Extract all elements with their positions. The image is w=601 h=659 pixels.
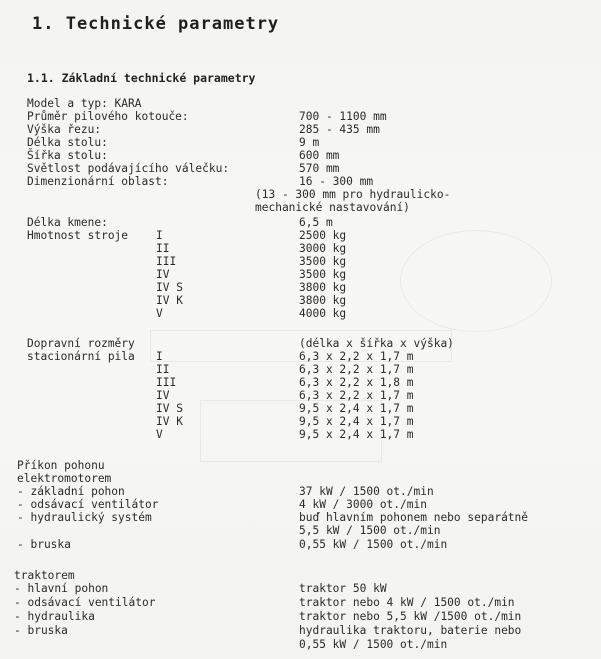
mass-value: 3000 kg [299, 242, 347, 255]
param-label: Délka kmene: [27, 216, 108, 229]
mass-variant: I [156, 229, 163, 242]
transport-row [0, 402, 601, 416]
transport-variant: II [156, 363, 170, 376]
power-label: Příkon pohonu [17, 459, 105, 472]
tractor-row [0, 610, 601, 624]
param-row [0, 175, 601, 189]
tractor-label: traktorem [14, 569, 75, 582]
power-item-label: - základní pohon [17, 485, 125, 498]
param-value: 600 mm [299, 149, 340, 162]
power-row [0, 498, 601, 512]
tractor-row [0, 624, 601, 638]
transport-value: 6,3 x 2,2 x 1,8 m [299, 376, 414, 389]
transport-row [0, 389, 601, 403]
power-item-value: 5,5 kW / 1500 ot./min [299, 524, 441, 537]
mass-row [0, 242, 601, 256]
mass-variant: IV K [156, 294, 183, 307]
mass-value: 2500 kg [299, 229, 347, 242]
tractor-item-label: - hlavní pohon [14, 582, 109, 595]
transport-variant: I [156, 350, 163, 363]
tractor-row [0, 596, 601, 610]
param-row [0, 162, 601, 176]
power-row [0, 485, 601, 499]
tractor-row [0, 582, 601, 596]
transport-header: (délka x šířka x výška) [299, 337, 454, 350]
transport-value: 6,3 x 2,2 x 1,7 m [299, 363, 414, 376]
param-row [0, 97, 601, 111]
tractor-item-label: - odsávací ventilátor [14, 596, 156, 609]
power-heading [0, 472, 601, 486]
mass-value: 3800 kg [299, 281, 347, 294]
power-item-value: 4 kW / 3000 ot./min [299, 498, 427, 511]
mass-variant: IV S [156, 281, 183, 294]
transport-variant: IV K [156, 415, 183, 428]
power-row [0, 538, 601, 552]
param-row [0, 110, 601, 124]
mass-row [0, 255, 601, 269]
mass-value: 3800 kg [299, 294, 347, 307]
transport-variant: IV [156, 389, 170, 402]
param-row [0, 149, 601, 163]
mass-row [0, 294, 601, 308]
mass-variant: V [156, 307, 163, 320]
power-item-label: - bruska [17, 538, 71, 551]
transport-value: 6,3 x 2,2 x 1,7 m [299, 350, 414, 363]
power-item-value: 37 kW / 1500 ot./min [299, 485, 434, 498]
transport-value: 9,5 x 2,4 x 1,7 m [299, 402, 414, 415]
transport-row [0, 350, 601, 364]
tractor-item-label: - hydraulika [14, 610, 95, 623]
param-note-text: (13 - 300 mm pro hydraulicko- [255, 188, 451, 201]
param-row [0, 136, 601, 150]
power-row [0, 511, 601, 525]
mass-value: 3500 kg [299, 255, 347, 268]
transport-row [0, 376, 601, 390]
transport-label: Dopravní rozměry [27, 337, 135, 350]
param-label: Světlost podávajícího válečku: [27, 162, 230, 175]
tractor-item-value: hydraulika traktoru, baterie nebo [299, 624, 522, 637]
mass-row [0, 307, 601, 321]
param-label: Šířka stolu: [27, 149, 108, 162]
power-row [0, 524, 601, 538]
param-label: Výška řezu: [27, 123, 102, 136]
param-value: 16 - 300 mm [299, 175, 374, 188]
param-label: Dimenzionární oblast: [27, 175, 169, 188]
power-heading [0, 459, 601, 473]
transport-variant: V [156, 428, 163, 441]
power-item-value: 0,55 kW / 1500 ot./min [299, 538, 448, 551]
param-value: 570 mm [299, 162, 340, 175]
param-value: 285 - 435 mm [299, 123, 380, 136]
transport-label: stacionární pila [27, 350, 135, 363]
transport-value: 9,5 x 2,4 x 1,7 m [299, 415, 414, 428]
tractor-item-value: traktor nebo 5,5 kW /1500 ot./min [299, 610, 522, 623]
transport-header-row [0, 337, 601, 351]
param-row [0, 123, 601, 137]
power-item-value: buď hlavním pohonem nebo separátně [299, 511, 529, 524]
mass-variant: IV [156, 268, 170, 281]
mass-row [0, 281, 601, 295]
param-label: Průměr pilového kotouče: [27, 110, 189, 123]
tractor-item-label: - bruska [14, 624, 68, 637]
tractor-item-value: traktor nebo 4 kW / 1500 ot./min [299, 596, 515, 609]
mass-row [0, 229, 601, 243]
transport-row [0, 428, 601, 442]
transport-variant: III [156, 376, 177, 389]
power-item-label: - hydraulický systém [17, 511, 152, 524]
param-value: 700 - 1100 mm [299, 110, 387, 123]
mass-label: Hmotnost stroje [27, 229, 129, 242]
tractor-item-value: traktor 50 kW [299, 582, 387, 595]
param-note [0, 188, 601, 202]
mass-variant: III [156, 255, 177, 268]
param-label: Model a typ: KARA [27, 97, 142, 110]
transport-variant: IV S [156, 402, 183, 415]
transport-value: 9,5 x 2,4 x 1,7 m [299, 428, 414, 441]
transport-row [0, 415, 601, 429]
mass-value: 3500 kg [299, 268, 347, 281]
section-heading: 1.1. Základní technické parametry [27, 71, 256, 85]
param-row [0, 216, 601, 230]
tractor-heading [0, 569, 601, 583]
param-value: 6,5 m [299, 216, 333, 229]
transport-value: 6,3 x 2,2 x 1,7 m [299, 389, 414, 402]
power-item-label: - odsávací ventilátor [17, 498, 159, 511]
mass-variant: II [156, 242, 170, 255]
mass-value: 4000 kg [299, 307, 347, 320]
param-label: Délka stolu: [27, 136, 108, 149]
page-title: 1. Technické parametry [32, 14, 280, 34]
mass-row [0, 268, 601, 282]
param-value: 9 m [299, 136, 320, 149]
tractor-row [0, 638, 601, 652]
param-note [0, 201, 601, 215]
param-note-text: mechanické nastavování) [255, 201, 410, 214]
transport-row [0, 363, 601, 377]
tractor-item-value: 0,55 kW / 1500 ot./min [299, 638, 448, 651]
power-label: elektromotorem [17, 472, 112, 485]
